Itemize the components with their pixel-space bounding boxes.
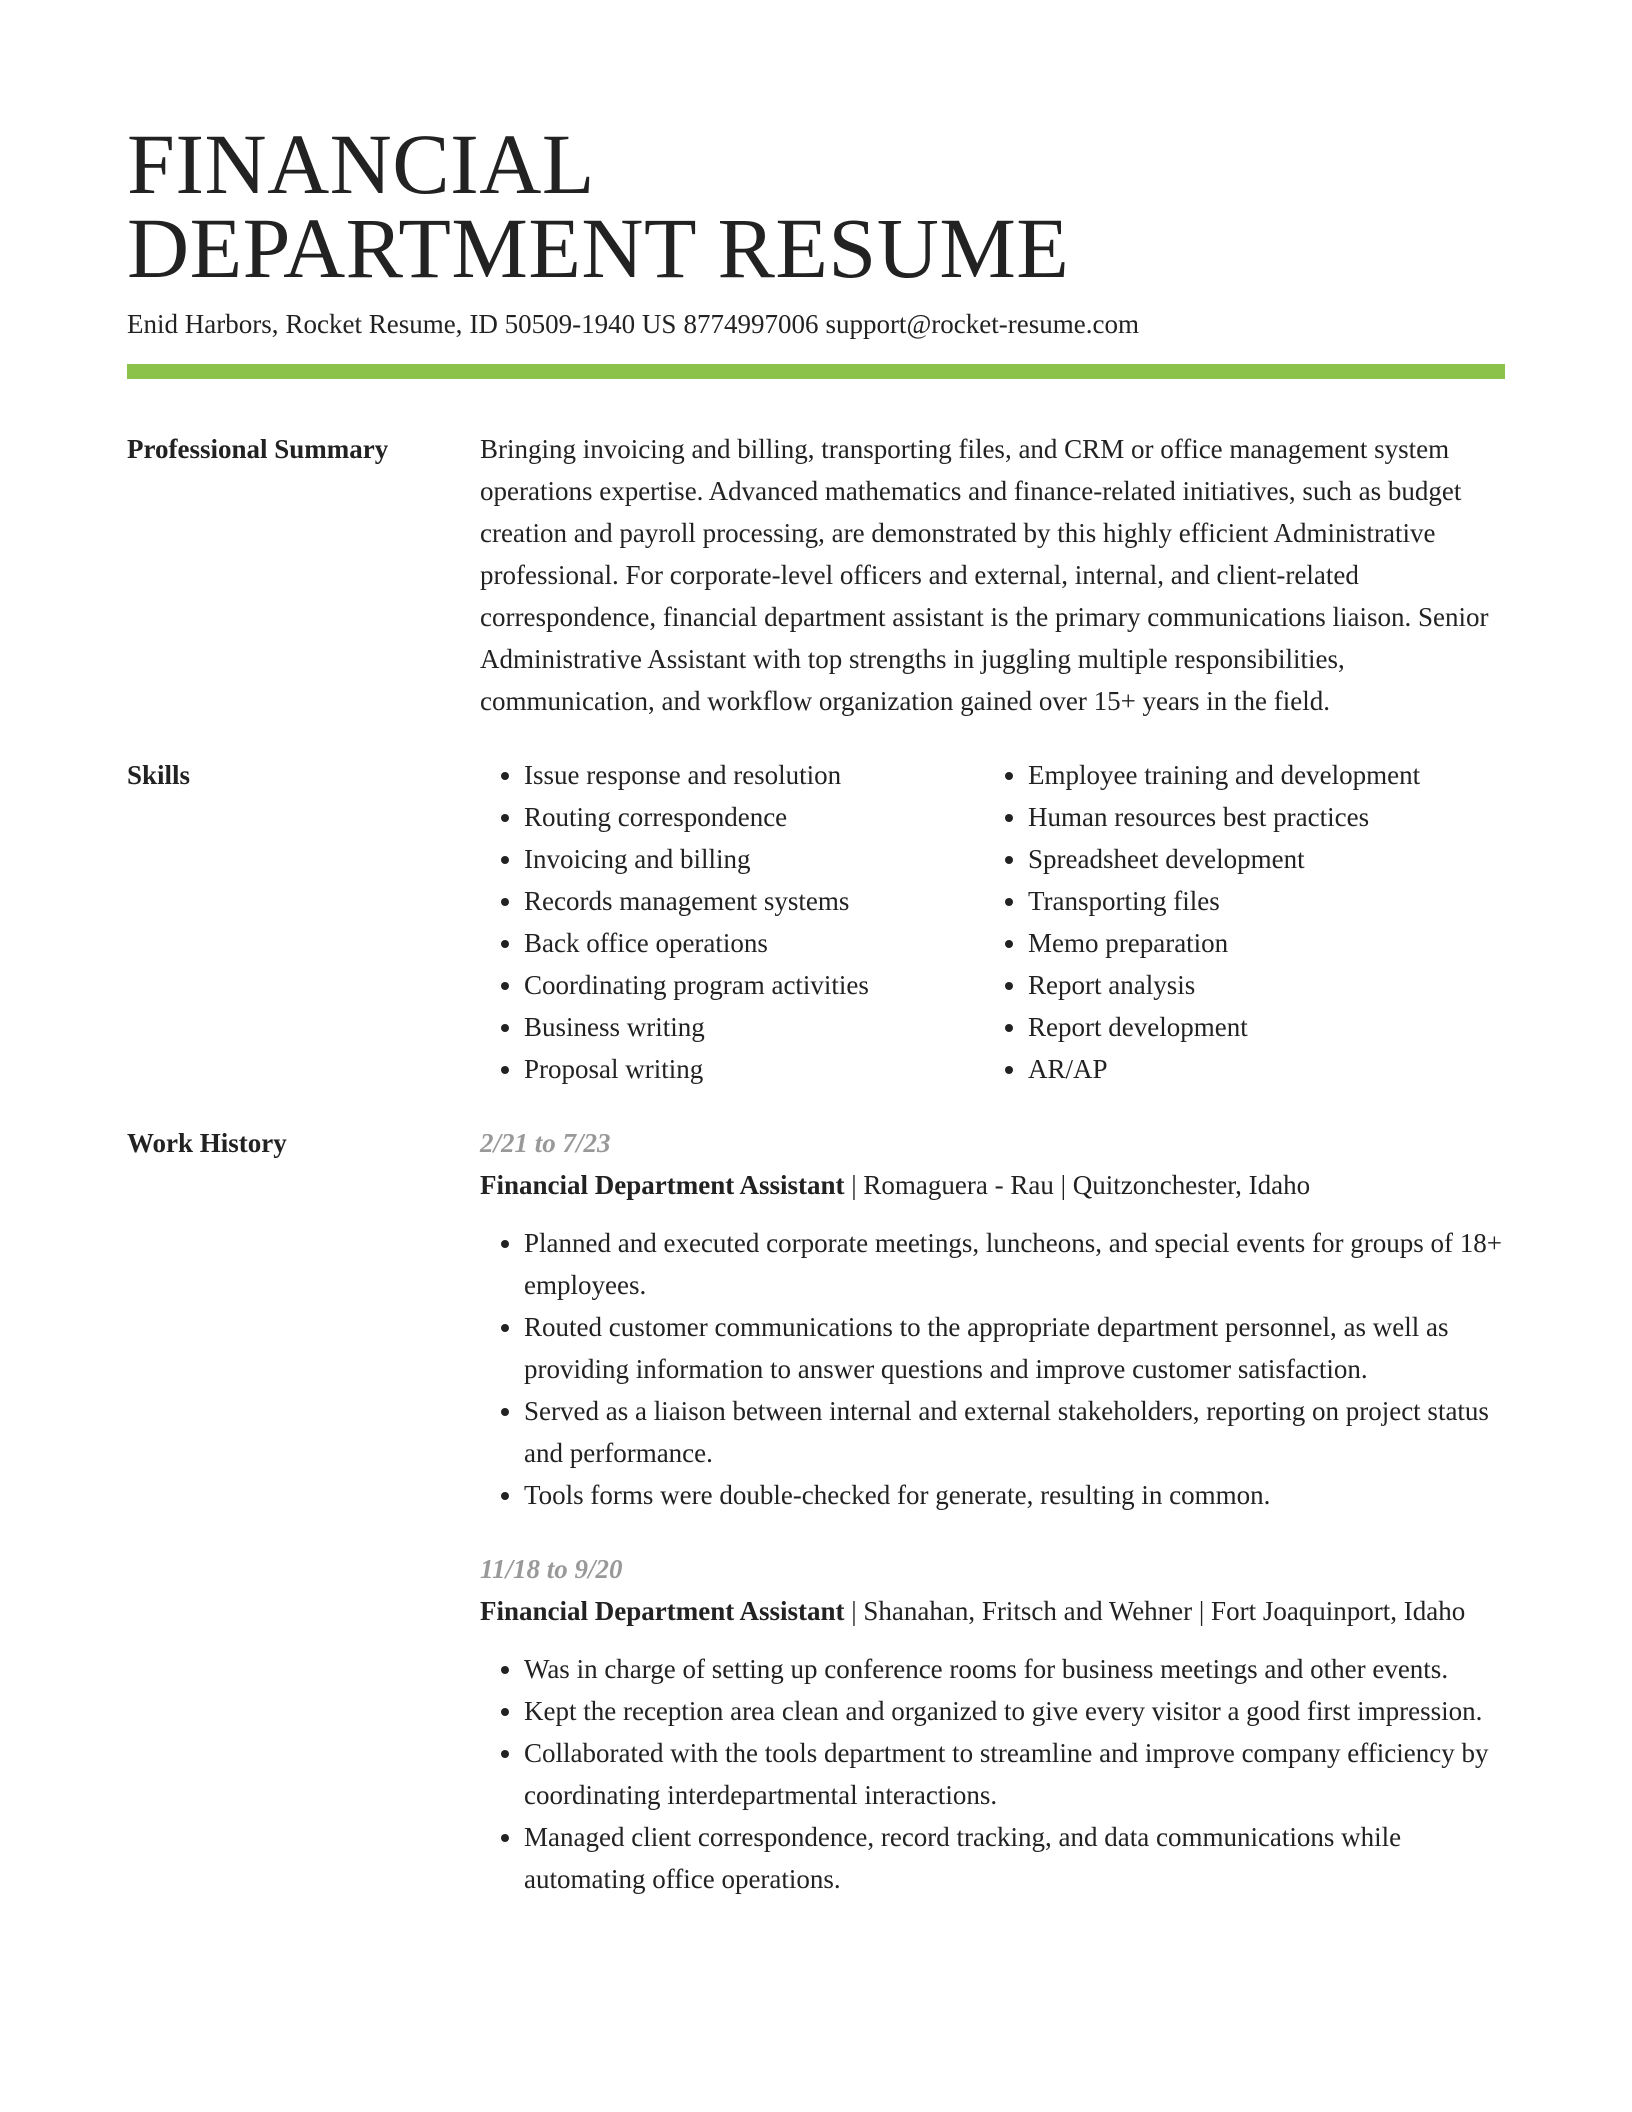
job-bullet: • Was in charge of setting up conference rooms for business meetings and other events. xyxy=(524,1648,1505,1690)
job-title-line xyxy=(480,1590,1505,1632)
skill-item: • Report development xyxy=(1028,1006,1488,1048)
skills-list-right xyxy=(984,754,1488,1090)
skill-item: • Transporting files xyxy=(1028,880,1488,922)
skill-item: • Business writing xyxy=(524,1006,984,1048)
accent-divider xyxy=(127,364,1505,379)
job-bullets xyxy=(480,1648,1505,1900)
job-entry xyxy=(480,1122,1505,1516)
contact-email: support@rocket-resume.com xyxy=(825,309,1139,339)
job-details: | Romaguera - Rau | Quitzonchester, Idaho xyxy=(844,1170,1311,1200)
skill-item: • Human resources best practices xyxy=(1028,796,1488,838)
job-bullet: • Managed client correspondence, record tracking, and data communications while automating office operations. xyxy=(524,1816,1505,1900)
title-line-1: FINANCIAL xyxy=(127,116,595,212)
job-bullets xyxy=(480,1222,1505,1516)
job-entry xyxy=(480,1548,1505,1900)
job-bullet: • Served as a liaison between internal and external stakeholders, reporting on project status and performance. xyxy=(524,1390,1505,1474)
job-details: | Shanahan, Fritsch and Wehner | Fort Joaquinport, Idaho xyxy=(844,1596,1466,1626)
job-bullet: • Planned and executed corporate meetings, luncheons, and special events for groups of 18+ employees. xyxy=(524,1222,1505,1306)
skills-list-left xyxy=(480,754,984,1090)
job-bullet: • Kept the reception area clean and organized to give every visitor a good first impression. xyxy=(524,1690,1505,1732)
job-bullet: • Collaborated with the tools department to streamline and improve company efficiency by coordinating interdepartmental interactions. xyxy=(524,1732,1505,1816)
page-title xyxy=(127,116,1505,296)
skill-item: • Records management systems xyxy=(524,880,984,922)
skill-item: • Coordinating program activities xyxy=(524,964,984,1006)
job-dates: 2/21 to 7/23 xyxy=(480,1128,611,1158)
contact-name: Enid Harbors, xyxy=(127,309,279,339)
skill-item: • Back office operations xyxy=(524,922,984,964)
job-title: Financial Department Assistant xyxy=(480,1170,845,1200)
contact-line xyxy=(127,306,1505,342)
job-title: Financial Department Assistant xyxy=(480,1596,845,1626)
job-title-line xyxy=(480,1164,1505,1206)
contact-phone: 8774997006 xyxy=(683,309,819,339)
section-label-summary: Professional Summary xyxy=(127,434,389,464)
skill-item: • Spreadsheet development xyxy=(1028,838,1488,880)
job-bullet: • Tools forms were double-checked for generate, resulting in common. xyxy=(524,1474,1505,1516)
professional-summary-section xyxy=(127,428,1505,722)
section-label-skills: Skills xyxy=(127,760,191,790)
skill-item: • AR/AP xyxy=(1028,1048,1488,1090)
skill-item: • Routing correspondence xyxy=(524,796,984,838)
work-history-section xyxy=(127,1122,1505,1932)
skill-item: • Report analysis xyxy=(1028,964,1488,1006)
skill-item: • Proposal writing xyxy=(524,1048,984,1090)
skill-item: • Memo preparation xyxy=(1028,922,1488,964)
skill-item: • Invoicing and billing xyxy=(524,838,984,880)
job-dates: 11/18 to 9/20 xyxy=(480,1554,623,1584)
job-bullet: • Routed customer communications to the appropriate department personnel, as well as providing information to answer questions and improve customer satisfaction. xyxy=(524,1306,1505,1390)
skills-section xyxy=(127,754,1505,1090)
contact-location: ID 50509-1940 US xyxy=(469,309,677,339)
section-label-work: Work History xyxy=(127,1128,287,1158)
summary-text: Bringing invoicing and billing, transporting files, and CRM or office management system operations expertise. Advanced mathematics and finance-related initiatives, such as budget creation and payroll processing, are demonstrated by this highly efficient Administrative professional. For corporate-level officers and external, internal, and client-related correspondence, financial department assistant is the primary communications liaison. Senior Administrative Assistant with top strengths in juggling multiple responsibilities, communication, and workflow organization gained over 15+ years in the field. xyxy=(480,434,1489,716)
skill-item: • Issue response and resolution xyxy=(524,754,984,796)
resume-page xyxy=(127,116,1505,1932)
contact-company: Rocket Resume, xyxy=(285,309,463,339)
skill-item: • Employee training and development xyxy=(1028,754,1488,796)
title-line-2: DEPARTMENT RESUME xyxy=(127,200,1070,296)
